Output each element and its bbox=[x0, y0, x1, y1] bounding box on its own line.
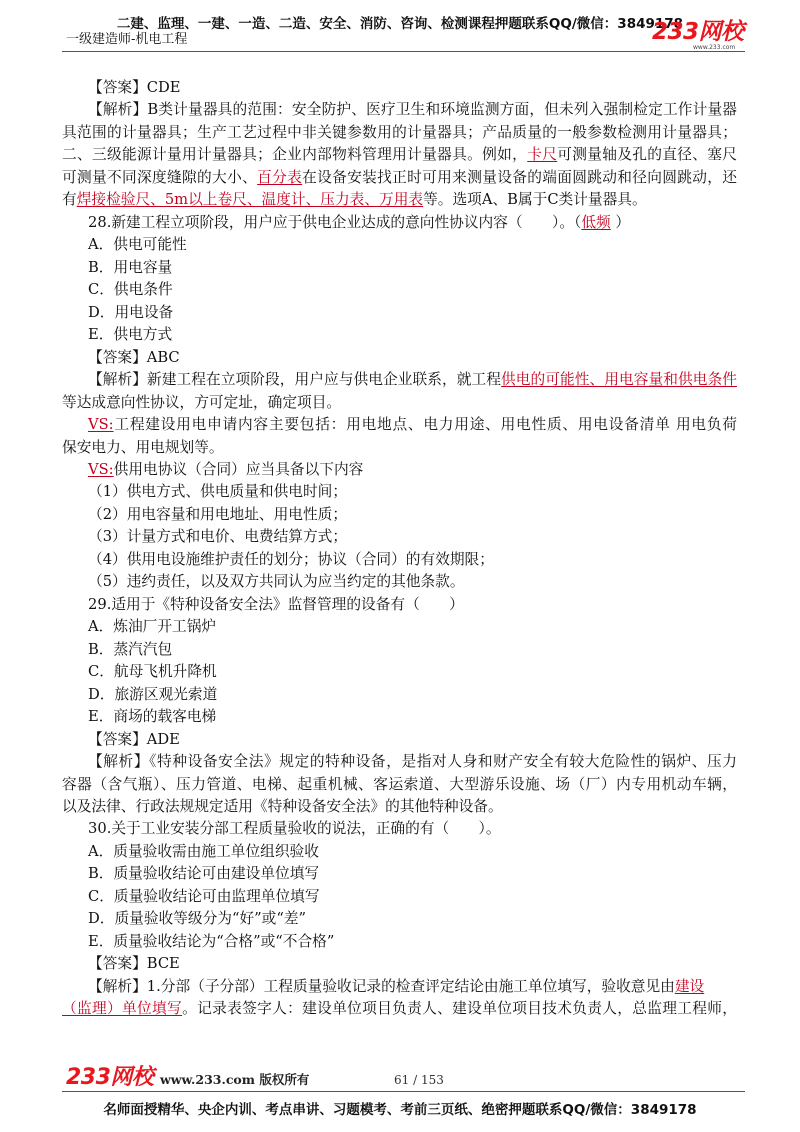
analysis-text: 有 bbox=[62, 191, 77, 209]
option-c: C．航母飞机升降机 bbox=[88, 663, 217, 681]
comparison-line bbox=[62, 414, 737, 436]
stem-text: ） bbox=[610, 213, 631, 231]
question-stem: 29.适用于《特种设备安全法》监督管理的设备有（ ） bbox=[88, 595, 464, 613]
analysis-text: 等。选项A、B属于C类计量器具。 bbox=[423, 191, 647, 209]
analysis-line bbox=[62, 167, 737, 189]
highlight-keyword: 百分表 bbox=[257, 168, 303, 186]
comparison-text: 供用电协议（合同）应当具备以下内容 bbox=[113, 460, 364, 478]
analysis-text: 【解析】1.分部（子分部）工程质量验收记录的检查评定结论由施工单位填写，验收意见由 bbox=[88, 977, 675, 995]
highlight-keyword: 建设 bbox=[674, 977, 705, 995]
highlight-keyword: 卡尺 bbox=[527, 146, 558, 164]
answer-line: 【答案】CDE bbox=[88, 79, 181, 96]
footer-divider bbox=[62, 1091, 745, 1092]
stem-text: 28.新建工程立项阶段，用户应于供电企业达成的意向性协议内容（ ）。（ bbox=[88, 213, 582, 231]
option-e: E．商场的载客电梯 bbox=[88, 708, 217, 726]
header-divider bbox=[62, 51, 745, 52]
analysis-text: 可测量不同深度缝隙的大小、 bbox=[62, 168, 258, 186]
highlight-keyword: （监理）单位填写 bbox=[62, 1000, 183, 1018]
footer-logo: 233网校 bbox=[66, 1065, 154, 1090]
answer-line: 【答案】ABC bbox=[88, 348, 180, 366]
option-a: A．质量验收需由施工单位组织验收 bbox=[88, 842, 319, 860]
option-e: E．供电方式 bbox=[88, 326, 173, 344]
header-subject: 一级建造师-机电工程 bbox=[66, 32, 188, 47]
analysis-line bbox=[62, 976, 737, 998]
frequency-tag: 低频 bbox=[581, 213, 611, 231]
list-item: （3）计量方式和电价、电费结算方式； bbox=[88, 528, 348, 546]
option-d: D．质量验收等级分为“好”或“差” bbox=[88, 910, 307, 928]
analysis-line bbox=[62, 369, 737, 391]
option-a: A．供电可能性 bbox=[88, 236, 187, 254]
vs-label: VS: bbox=[88, 460, 114, 478]
option-d: D．旅游区观光索道 bbox=[88, 685, 218, 703]
brand-logo-site: www.233.com bbox=[693, 44, 736, 51]
footer-promo-line: 名师面授精华、央企内训、考点串讲、习题模考、考前三页纸、绝密押题联系QQ/微信：3849178 bbox=[103, 1102, 697, 1118]
analysis-line bbox=[62, 144, 737, 166]
option-d: D．用电设备 bbox=[88, 303, 174, 321]
comparison-text: 工程建设用电申请内容主要包括：用电地点、电力用途、用电性质、用电设备清单 用电负荷 bbox=[113, 416, 737, 434]
analysis-text: 在设备安装找正时可用来测量设备的端面圆跳动和径向圆跳动，还 bbox=[302, 168, 737, 186]
question-stem: 30.关于工业安装分部工程质量验收的说法，正确的有（ ）。 bbox=[88, 820, 501, 838]
option-c: C．质量验收结论可由监理单位填写 bbox=[88, 887, 320, 905]
footer-copyright: www.233.com 版权所有 bbox=[160, 1072, 310, 1087]
brand-logo: 233网校 bbox=[652, 19, 744, 45]
comparison-line: 保安电力、用电规划等。 bbox=[62, 438, 224, 456]
analysis-line: 容器（含气瓶）、压力管道、电梯、起重机械、客运索道、大型游乐设施、场（厂）内专用机动车辆， bbox=[62, 775, 737, 793]
option-b: B．质量验收结论可由建设单位填写 bbox=[88, 865, 320, 883]
analysis-line: 【解析】《特种设备安全法》规定的特种设备，是指对人身和财产安全有较大危险性的锅炉、压力 bbox=[88, 753, 737, 771]
highlight-keyword: 焊接检验尺、5m以上卷尺、温度计、压力表、万用表 bbox=[76, 191, 424, 209]
page-number: 61 / 153 bbox=[394, 1073, 444, 1087]
analysis-text: 可测量轴及孔的直径、塞尺 bbox=[557, 146, 737, 164]
document-body bbox=[62, 77, 737, 1021]
option-c: C．供电条件 bbox=[88, 281, 173, 299]
analysis-line: 以及法律、行政法规规定适用《特种设备安全法》的其他特种设备。 bbox=[62, 798, 503, 815]
analysis-text: 【解析】新建工程在立项阶段，用户应与供电企业联系，就工程 bbox=[88, 371, 502, 389]
answer-line: 【答案】BCE bbox=[88, 955, 180, 973]
list-item: （4）供用电设施维护责任的划分；协议（合同）的有效期限； bbox=[88, 550, 494, 568]
option-b: B．蒸汽汽包 bbox=[88, 640, 173, 658]
analysis-line bbox=[62, 189, 737, 211]
highlight-keyword: 供电的可能性、用电容量和供电条件 bbox=[501, 371, 737, 389]
analysis-line: 具范围的计量器具；生产工艺过程中非关键参数用的计量器具；产品质量的一般参数检测用计量器具； bbox=[62, 123, 737, 141]
analysis-text: 二、三级能源计量用计量器具；企业内部物料管理用计量器具。例如， bbox=[62, 146, 528, 164]
comparison-line bbox=[62, 459, 737, 481]
vs-label: VS: bbox=[88, 416, 114, 434]
list-item: （5）违约责任，以及双方共同认为应当约定的其他条款。 bbox=[88, 573, 465, 591]
option-a: A．炼油厂开工锅炉 bbox=[88, 618, 217, 636]
analysis-line bbox=[62, 998, 737, 1020]
header-contact-line: 二建、监理、一建、一造、二造、安全、消防、咨询、检测课程押题联系QQ/微信：3849178 bbox=[116, 16, 684, 32]
option-e: E．质量验收结论为“合格”或“不合格” bbox=[88, 932, 335, 950]
option-b: B．用电容量 bbox=[88, 258, 173, 276]
answer-line: 【答案】ADE bbox=[88, 730, 180, 748]
list-item: （2）用电容量和用电地址、用电性质； bbox=[88, 505, 348, 523]
analysis-line: 等达成意向性协议，方可定址，确定项目。 bbox=[62, 393, 342, 411]
analysis-text: 。记录表签字人：建设单位项目负责人、建设单位项目技术负责人，总监理工程师， bbox=[182, 1000, 737, 1018]
analysis-line: 【解析】B类计量器具的范围：安全防护、医疗卫生和环境监测方面，但未列入强制检定工作计量器 bbox=[88, 101, 737, 119]
list-item: （1）供电方式、供电质量和供电时间； bbox=[88, 483, 348, 501]
question-stem bbox=[62, 212, 737, 234]
